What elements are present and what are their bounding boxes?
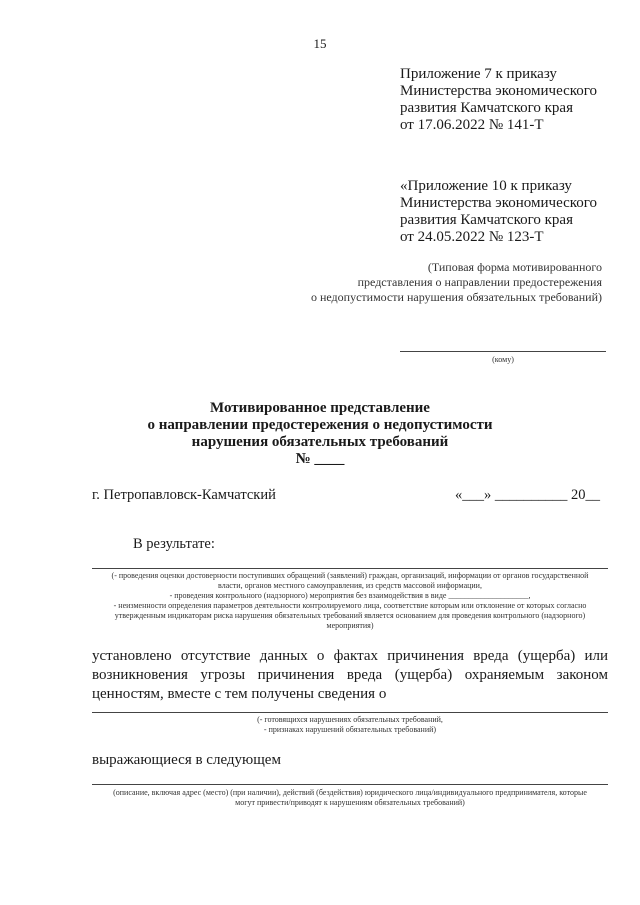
result-captions xyxy=(92,571,608,631)
title-number: № ____ xyxy=(295,451,345,467)
form-note-line: представления о направлении предостережения xyxy=(357,275,602,289)
result-caption-line: - неизменности определения параметров деятельности контролируемого лица, соответствие которым или отклонение от которых согласно xyxy=(113,601,587,610)
paragraph-line: ценностям, вместе с тем получены сведения о xyxy=(92,686,387,702)
expressed-label: выражающиеся в следующем xyxy=(92,752,281,768)
paragraph-line: установлено отсутствие данных о фактах причинения вреда (ущерба) или xyxy=(92,648,608,664)
appendix-7-line: Министерства экономического xyxy=(400,83,598,99)
result-caption-line: - проведения контрольного (надзорного) мероприятия без взаимодействия в виде ____________________, xyxy=(169,591,531,600)
appendix-10-line: «Приложение 10 к приказу xyxy=(400,178,572,194)
appendix-10-line: от 24.05.2022 № 123-Т xyxy=(400,229,544,245)
appendix-10-line: развития Камчатского края xyxy=(400,212,573,228)
date-field: «___» __________ 20__ xyxy=(455,487,600,503)
appendix-7-line: от 17.06.2022 № 141-Т xyxy=(400,117,544,133)
result-caption-line: (- проведения оценки достоверности поступивших обращений (заявлений) граждан, организаций, информации от органов государственной xyxy=(111,571,589,580)
violations-captions xyxy=(92,715,608,735)
appendix-7-line: Приложение 7 к приказу xyxy=(400,66,557,82)
result-caption-line: мероприятия) xyxy=(326,621,374,630)
result-caption-line: утвержденным индикаторам риска нарушения обязательных требований является основанием для проведения контрольного (надзорного) xyxy=(114,611,586,620)
violations-caption-line: - признаках нарушений обязательных требований) xyxy=(263,725,437,734)
description-captions xyxy=(92,788,608,808)
form-note-line: о недопустимости нарушения обязательных требований) xyxy=(310,290,602,304)
description-line xyxy=(92,784,608,785)
title-line: нарушения обязательных требований xyxy=(191,434,449,450)
appendix-10-line: Министерства экономического xyxy=(400,195,598,211)
result-caption-line: власти, органов местного самоуправления, из средств массовой информации, xyxy=(218,581,482,590)
violations-line xyxy=(92,712,608,713)
title-line: о направлении предостережения о недопустимости xyxy=(147,417,493,433)
description-caption-line: могут привести/приводят к нарушениям обязательных требований) xyxy=(235,798,465,807)
form-type-note xyxy=(311,260,602,305)
result-label: В результате: xyxy=(133,536,215,552)
appendix-10-header xyxy=(400,178,597,246)
result-line xyxy=(92,568,608,569)
paragraph-line: возникновения угрозы причинения вреда (ущерба) охраняемым законом xyxy=(92,667,608,683)
violations-caption-line: (- готовящихся нарушениях обязательных требований, xyxy=(257,715,443,724)
title-line: Мотивированное представление xyxy=(210,400,430,416)
description-caption-line: (описание, включая адрес (место) (при наличии), действий (бездействия) юридического лица/индивидуального предпринимателя, которые xyxy=(113,788,587,797)
document-title xyxy=(0,400,640,468)
main-paragraph xyxy=(92,647,608,704)
recipient-line xyxy=(400,351,606,352)
recipient-caption: (кому) xyxy=(492,355,514,364)
city: г. Петропавловск-Камчатский xyxy=(92,487,276,503)
appendix-7-line: развития Камчатского края xyxy=(400,100,573,116)
page-number: 15 xyxy=(313,36,327,51)
form-note-line: (Типовая форма мотивированного xyxy=(427,260,602,274)
appendix-7-header xyxy=(400,66,597,134)
